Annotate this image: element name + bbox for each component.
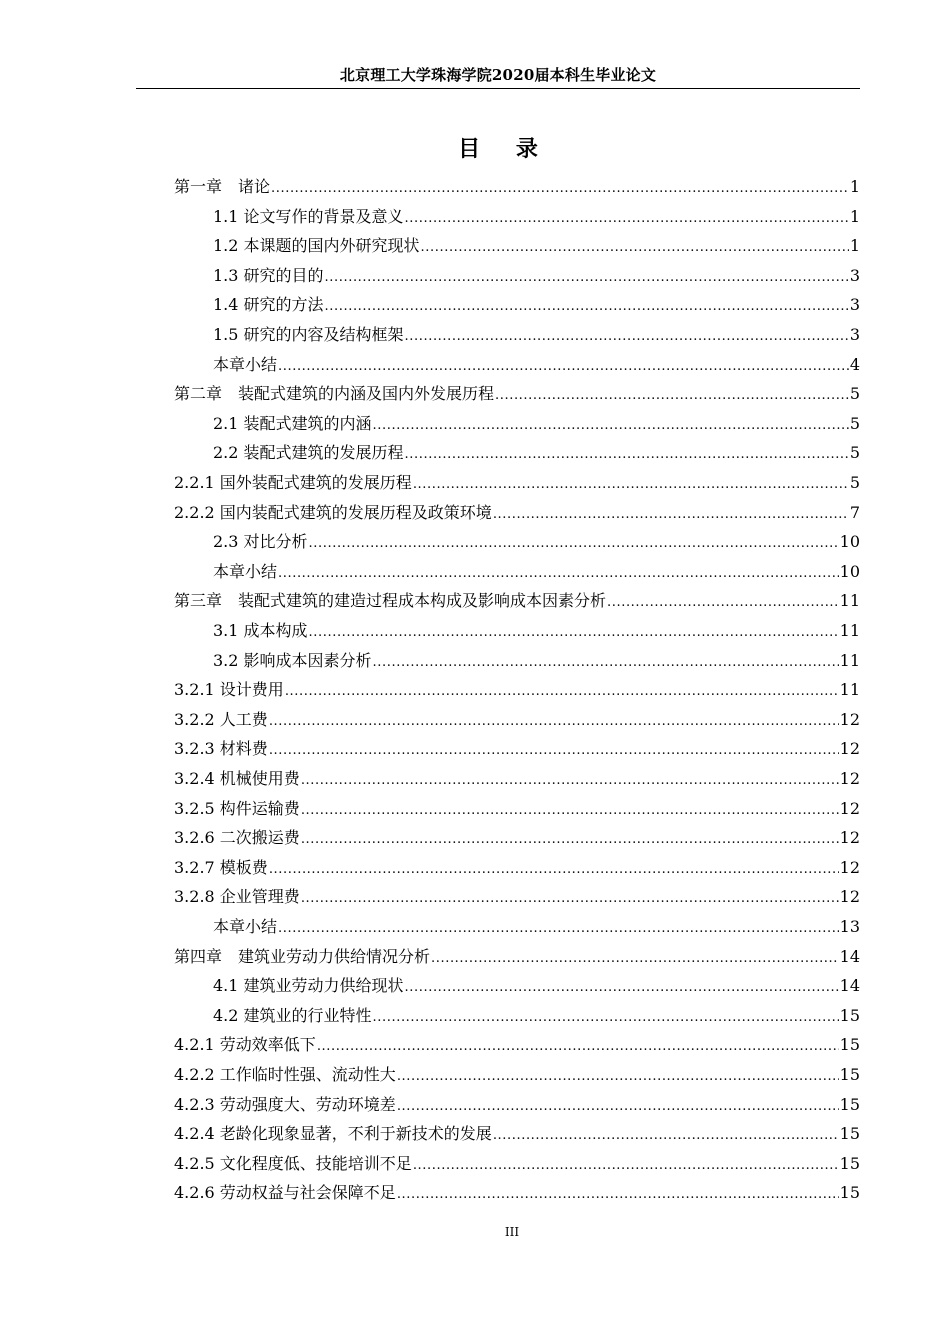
toc-entry[interactable] bbox=[174, 383, 860, 405]
toc-entry-label: 2.2.1 国外装配式建筑的发展历程 bbox=[174, 473, 412, 492]
toc-leader-dots bbox=[405, 442, 849, 464]
toc-entry-page: 4 bbox=[849, 354, 860, 374]
running-header-title: 北京理工大学珠海学院2020届本科生毕业论文 bbox=[339, 66, 657, 84]
toc-entry-page: 12 bbox=[839, 709, 860, 729]
toc-leader-dots bbox=[397, 1182, 839, 1204]
toc-leader-dots bbox=[285, 679, 839, 701]
toc-entry-page: 11 bbox=[839, 591, 860, 611]
toc-entry-page: 1 bbox=[849, 206, 860, 226]
toc-entry-label: 2.2 装配式建筑的发展历程 bbox=[213, 443, 404, 463]
toc-entry-label: 3.2.7 模板费 bbox=[174, 857, 268, 877]
toc-entry-page: 10 bbox=[839, 532, 860, 552]
toc-entry[interactable] bbox=[174, 590, 860, 612]
toc-leader-dots bbox=[269, 709, 839, 731]
footer-page-number: III bbox=[504, 1225, 520, 1239]
toc-entry[interactable] bbox=[213, 561, 860, 583]
toc-leader-dots bbox=[405, 324, 849, 346]
toc-entry[interactable] bbox=[174, 502, 860, 524]
toc-entry-label: 第一章 诸论 bbox=[174, 177, 271, 196]
toc-entry-page: 15 bbox=[839, 1124, 860, 1144]
toc-leader-dots bbox=[317, 1034, 839, 1056]
toc-leader-dots bbox=[278, 916, 839, 938]
toc-entry[interactable] bbox=[174, 1182, 860, 1204]
toc-leader-dots bbox=[413, 472, 849, 494]
toc-entry[interactable] bbox=[213, 916, 860, 938]
toc-leader-dots bbox=[301, 768, 839, 790]
toc-entry-page: 5 bbox=[849, 384, 860, 404]
toc-entry-label: 1.1 论文写作的背景及意义 bbox=[213, 206, 404, 226]
toc-entry-page: 15 bbox=[839, 1065, 860, 1084]
toc-entry-label: 3.1 成本构成 bbox=[213, 621, 308, 640]
toc-entry-label: 4.1 建筑业劳动力供给现状 bbox=[213, 976, 404, 996]
toc-entry[interactable] bbox=[213, 324, 860, 346]
toc-entry[interactable] bbox=[174, 798, 860, 820]
toc-entry-page: 13 bbox=[839, 917, 860, 936]
toc-entry-label: 4.2.6 劳动权益与社会保障不足 bbox=[174, 1183, 396, 1203]
toc-leader-dots bbox=[278, 561, 839, 583]
toc-entry[interactable] bbox=[174, 176, 860, 198]
toc-leader-dots bbox=[271, 176, 849, 198]
toc-entry-label: 本章小结 bbox=[213, 917, 278, 936]
toc-entry[interactable] bbox=[213, 620, 860, 642]
toc-entry-label: 2.1 装配式建筑的内涵 bbox=[213, 413, 372, 433]
toc-entry-label: 4.2.4 老龄化现象显著，不利于新技术的发展 bbox=[174, 1124, 492, 1144]
toc-entry-label: 第四章 建筑业劳动力供给情况分析 bbox=[174, 946, 431, 966]
toc-leader-dots bbox=[405, 206, 849, 228]
toc-entry-page: 12 bbox=[839, 769, 860, 788]
toc-entry[interactable] bbox=[174, 827, 860, 849]
toc-entry[interactable] bbox=[213, 235, 860, 257]
toc-entry-page: 10 bbox=[839, 561, 860, 581]
toc-leader-dots bbox=[495, 383, 849, 405]
toc-leader-dots bbox=[325, 265, 849, 287]
toc-leader-dots bbox=[397, 1064, 839, 1086]
toc-entry[interactable] bbox=[174, 1034, 860, 1056]
toc-entry-page: 12 bbox=[839, 857, 860, 877]
toc-entry-label: 4.2.3 劳动强度大、劳动环境差 bbox=[174, 1094, 396, 1114]
toc-entry[interactable] bbox=[174, 472, 860, 494]
toc-entry[interactable] bbox=[174, 1153, 860, 1175]
toc-leader-dots bbox=[607, 590, 839, 612]
toc-entry-label: 2.3 对比分析 bbox=[213, 532, 308, 552]
toc-leader-dots bbox=[373, 1005, 839, 1027]
toc-entry-page: 5 bbox=[849, 443, 860, 463]
toc-entry-label: 3.2.1 设计费用 bbox=[174, 680, 284, 700]
toc-leader-dots bbox=[421, 235, 849, 257]
toc-leader-dots bbox=[413, 1153, 839, 1175]
toc-leader-dots bbox=[397, 1094, 839, 1116]
toc-entry-page: 3 bbox=[849, 295, 860, 315]
toc-entry-page: 1 bbox=[849, 177, 860, 196]
toc-entry[interactable] bbox=[174, 1123, 860, 1145]
toc-entry-page: 5 bbox=[849, 473, 860, 492]
toc-entry-page: 12 bbox=[839, 887, 860, 907]
toc-entry-label: 4.2 建筑业的行业特性 bbox=[213, 1005, 372, 1025]
toc-entry[interactable] bbox=[174, 738, 860, 760]
toc-leader-dots bbox=[309, 531, 839, 553]
toc-leader-dots bbox=[301, 798, 839, 820]
toc-entry-page: 11 bbox=[839, 621, 860, 640]
toc-entry[interactable] bbox=[213, 650, 860, 672]
toc-entry-label: 本章小结 bbox=[213, 561, 278, 581]
toc-entry-label: 4.2.2 工作临时性强、流动性大 bbox=[174, 1065, 396, 1084]
toc-entry-page: 15 bbox=[839, 1005, 860, 1025]
toc-entry-label: 4.2.1 劳动效率低下 bbox=[174, 1035, 316, 1055]
toc-entry[interactable] bbox=[213, 975, 860, 997]
toc-leader-dots bbox=[325, 294, 849, 316]
toc-leader-dots bbox=[301, 886, 839, 908]
toc-entry[interactable] bbox=[174, 857, 860, 879]
toc-entry-label: 4.2.5 文化程度低、技能培训不足 bbox=[174, 1153, 412, 1173]
toc-entry-page: 12 bbox=[839, 828, 860, 848]
toc-entry-page: 15 bbox=[839, 1035, 860, 1055]
toc-entry-label: 本章小结 bbox=[213, 354, 278, 374]
toc-entry-page: 3 bbox=[849, 325, 860, 344]
toc-entry[interactable] bbox=[213, 265, 860, 287]
toc-leader-dots bbox=[373, 650, 839, 672]
toc-entry-label: 3.2.8 企业管理费 bbox=[174, 887, 300, 907]
toc-leader-dots bbox=[405, 975, 839, 997]
toc-entry-label: 3.2.2 人工费 bbox=[174, 709, 268, 729]
toc-entry-label: 3.2.3 材料费 bbox=[174, 739, 268, 759]
toc-entry[interactable] bbox=[213, 354, 860, 376]
toc-title: 目 录 bbox=[458, 136, 552, 162]
toc-entry-page: 15 bbox=[839, 1094, 860, 1114]
toc-entry[interactable] bbox=[174, 1064, 860, 1086]
toc-entry-page: 14 bbox=[839, 976, 860, 996]
toc-entry-label: 3.2.6 二次搬运费 bbox=[174, 828, 300, 848]
toc-entry-label: 1.2 本课题的国内外研究现状 bbox=[213, 236, 420, 256]
toc-entry[interactable] bbox=[174, 1094, 860, 1116]
toc-entry[interactable] bbox=[213, 531, 860, 553]
toc-entry[interactable] bbox=[213, 413, 860, 435]
toc-leader-dots bbox=[431, 946, 839, 968]
toc-entry-label: 3.2.5 构件运输费 bbox=[174, 798, 300, 818]
toc-entry-page: 12 bbox=[839, 798, 860, 818]
toc-entry-label: 第三章 装配式建筑的建造过程成本构成及影响成本因素分析 bbox=[174, 591, 607, 611]
toc-entry-label: 1.4 研究的方法 bbox=[213, 295, 324, 315]
toc-entry-label: 1.3 研究的目的 bbox=[213, 265, 324, 285]
toc-entry-label: 2.2.2 国内装配式建筑的发展历程及政策环境 bbox=[174, 502, 492, 522]
toc-entry[interactable] bbox=[174, 946, 860, 968]
toc-entry[interactable] bbox=[213, 206, 860, 228]
toc-leader-dots bbox=[493, 1123, 839, 1145]
toc-entry-page: 15 bbox=[839, 1153, 860, 1173]
toc-entry-page: 14 bbox=[839, 946, 860, 966]
toc-entry-label: 3.2 影响成本因素分析 bbox=[213, 650, 372, 670]
toc-leader-dots bbox=[493, 502, 849, 524]
toc-entry[interactable] bbox=[174, 886, 860, 908]
toc-entry-page: 12 bbox=[839, 739, 860, 759]
toc-leader-dots bbox=[301, 827, 839, 849]
toc-entry-label: 第二章 装配式建筑的内涵及国内外发展历程 bbox=[174, 384, 495, 404]
toc-leader-dots bbox=[278, 354, 849, 376]
toc-entry-page: 7 bbox=[849, 502, 860, 522]
toc-entry-page: 1 bbox=[849, 236, 860, 256]
toc-entry[interactable] bbox=[213, 1005, 860, 1027]
toc-entry-page: 15 bbox=[839, 1183, 860, 1203]
toc-entry-label: 3.2.4 机械使用费 bbox=[174, 769, 300, 788]
toc-entry-page: 5 bbox=[849, 413, 860, 433]
toc-leader-dots bbox=[269, 738, 839, 760]
toc-entry[interactable] bbox=[174, 679, 860, 701]
toc-entry-page: 11 bbox=[839, 680, 860, 700]
toc-leader-dots bbox=[309, 620, 839, 642]
toc-entry[interactable] bbox=[174, 709, 860, 731]
toc-entry-page: 3 bbox=[849, 265, 860, 285]
toc-entry[interactable] bbox=[174, 768, 860, 790]
toc-entry-label: 1.5 研究的内容及结构框架 bbox=[213, 325, 404, 344]
toc-entry[interactable] bbox=[213, 294, 860, 316]
toc-entry[interactable] bbox=[213, 442, 860, 464]
toc-entry-page: 11 bbox=[839, 650, 860, 670]
toc-leader-dots bbox=[373, 413, 849, 435]
toc-leader-dots bbox=[269, 857, 839, 879]
